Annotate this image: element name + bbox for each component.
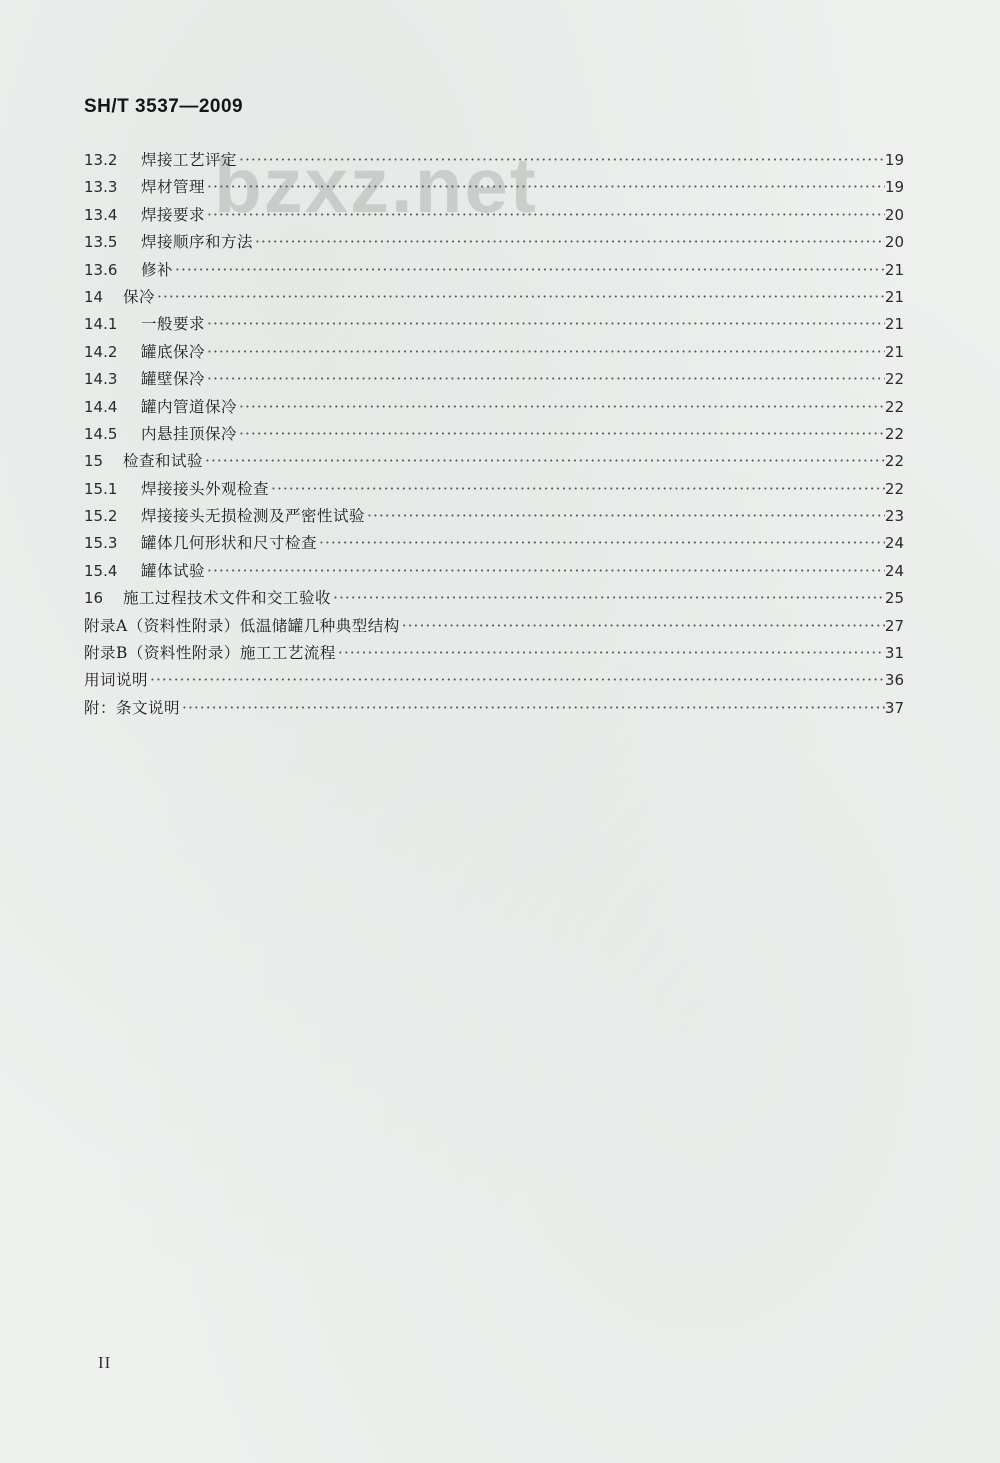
toc-entry-number: 15.2 xyxy=(84,507,118,526)
toc-entry-title: 附录A（资料性附录）低温储罐几种典型结构 xyxy=(84,616,400,635)
toc-entry-page: 19 xyxy=(884,151,904,169)
toc-entry-page: 21 xyxy=(884,342,904,361)
toc-entry-title: 附录B（资料性附录）施工工艺流程 xyxy=(84,644,336,663)
toc-entry[interactable] xyxy=(84,202,904,229)
toc-entry-number: 13.3 xyxy=(84,178,118,197)
toc-entry[interactable] xyxy=(84,530,904,557)
toc-entry-title: 罐底保冷 xyxy=(141,342,206,361)
toc-entry-title: 焊材管理 xyxy=(141,178,206,197)
toc-entry[interactable] xyxy=(84,366,904,393)
toc-entry-title: 保冷 xyxy=(123,287,156,306)
toc-entry-number: 13.2 xyxy=(84,151,118,169)
toc-entry-number: 16 xyxy=(84,589,104,608)
toc-leader-dots xyxy=(237,147,885,174)
toc-entry-page: 22 xyxy=(884,424,904,443)
toc-entry-number: 14.1 xyxy=(84,315,118,334)
toc-entry-number: 14.2 xyxy=(84,342,118,361)
toc-entry[interactable] xyxy=(84,257,904,284)
toc-entry-title: 施工过程技术文件和交工验收 xyxy=(123,589,332,608)
toc-entry-title: 一般要求 xyxy=(141,315,206,334)
toc-entry-page: 23 xyxy=(884,507,904,526)
toc-leader-dots xyxy=(173,257,885,284)
toc-entry-page: 36 xyxy=(884,671,904,690)
toc-entry[interactable] xyxy=(84,640,904,667)
toc-entry-title: 焊接接头无损检测及严密性试验 xyxy=(141,507,366,526)
toc-leader-dots xyxy=(203,448,885,475)
toc-entry-number: 14.5 xyxy=(84,424,118,443)
toc-leader-dots xyxy=(205,366,885,393)
toc-entry-title: 焊接要求 xyxy=(141,205,206,224)
toc-entry-title: 检查和试验 xyxy=(123,452,204,471)
toc-entry-page: 21 xyxy=(884,260,904,279)
toc-entry[interactable] xyxy=(84,695,904,722)
toc-entry-title: 罐内管道保冷 xyxy=(141,397,238,416)
toc-entry-title: 罐壁保冷 xyxy=(141,370,206,389)
toc-entry[interactable] xyxy=(84,667,904,694)
toc-leader-dots xyxy=(331,585,885,612)
toc-entry-title: 修补 xyxy=(141,260,174,279)
toc-entry[interactable] xyxy=(84,339,904,366)
toc-entry[interactable] xyxy=(84,585,904,612)
toc-leader-dots xyxy=(205,558,885,585)
toc-entry-number: 15.3 xyxy=(84,534,118,553)
toc-entry[interactable] xyxy=(84,448,904,475)
toc-entry[interactable] xyxy=(84,558,904,585)
toc-entry-page: 25 xyxy=(884,589,904,608)
toc-leader-dots xyxy=(237,394,885,421)
toc-entry[interactable] xyxy=(84,311,904,338)
toc-entry-page: 22 xyxy=(884,370,904,389)
toc-entry[interactable] xyxy=(84,421,904,448)
toc-entry-number: 14 xyxy=(84,287,104,306)
toc-leader-dots xyxy=(205,339,885,366)
toc-entry-page: 21 xyxy=(884,315,904,334)
toc-entry-number: 14.3 xyxy=(84,370,118,389)
toc-entry-page: 31 xyxy=(884,644,904,663)
toc-leader-dots xyxy=(205,174,885,201)
toc-entry-page: 24 xyxy=(884,561,904,580)
toc-entry[interactable] xyxy=(84,147,904,174)
toc-leader-dots xyxy=(400,613,885,640)
toc-entry[interactable] xyxy=(84,503,904,530)
toc-entry-page: 22 xyxy=(884,397,904,416)
toc-entry-page: 19 xyxy=(884,178,904,197)
toc-entry-title: 焊接接头外观检查 xyxy=(141,479,270,498)
toc-entry[interactable] xyxy=(84,284,904,311)
toc-leader-dots xyxy=(269,476,885,503)
toc-entry-title: 附：条文说明 xyxy=(84,698,181,717)
toc-leader-dots xyxy=(205,311,885,338)
toc-entry-page: 24 xyxy=(884,534,904,553)
table-of-contents xyxy=(84,147,904,722)
toc-entry[interactable] xyxy=(84,229,904,256)
toc-entry-title: 罐体几何形状和尺寸检查 xyxy=(141,534,318,553)
toc-entry-page: 20 xyxy=(884,205,904,224)
toc-leader-dots xyxy=(365,503,885,530)
toc-entry-number: 14.4 xyxy=(84,397,118,416)
toc-entry-number: 13.6 xyxy=(84,260,118,279)
toc-entry-title: 焊接顺序和方法 xyxy=(141,233,254,252)
toc-leader-dots xyxy=(237,421,885,448)
toc-entry-title: 焊接工艺评定 xyxy=(141,151,238,169)
toc-entry[interactable] xyxy=(84,394,904,421)
toc-entry-page: 21 xyxy=(884,287,904,306)
toc-leader-dots xyxy=(253,229,885,256)
toc-entry[interactable] xyxy=(84,476,904,503)
document-code: SH/T 3537—2009 xyxy=(84,96,244,117)
toc-entry-title: 内悬挂顶保冷 xyxy=(141,424,238,443)
toc-entry-number: 13.4 xyxy=(84,205,118,224)
toc-entry-number: 15.1 xyxy=(84,479,118,498)
page-number: II xyxy=(98,1353,112,1372)
watermark: bzxz.net xyxy=(214,141,538,229)
toc-entry-title: 罐体试验 xyxy=(141,561,206,580)
toc-entry-number: 15.4 xyxy=(84,561,118,580)
toc-entry[interactable] xyxy=(84,613,904,640)
toc-leader-dots xyxy=(148,667,885,694)
toc-entry-number: 13.5 xyxy=(84,233,118,252)
toc-entry[interactable] xyxy=(84,174,904,201)
toc-entry-page: 22 xyxy=(884,452,904,471)
toc-leader-dots xyxy=(205,202,885,229)
toc-entry-page: 20 xyxy=(884,233,904,252)
toc-entry-page: 37 xyxy=(884,698,904,717)
toc-entry-number: 15 xyxy=(84,452,104,471)
toc-leader-dots xyxy=(180,695,885,722)
toc-entry-title: 用词说明 xyxy=(84,671,149,690)
toc-leader-dots xyxy=(336,640,885,667)
toc-leader-dots xyxy=(155,284,885,311)
toc-entry-page: 27 xyxy=(884,616,904,635)
toc-leader-dots xyxy=(317,530,885,557)
toc-entry-page: 22 xyxy=(884,479,904,498)
